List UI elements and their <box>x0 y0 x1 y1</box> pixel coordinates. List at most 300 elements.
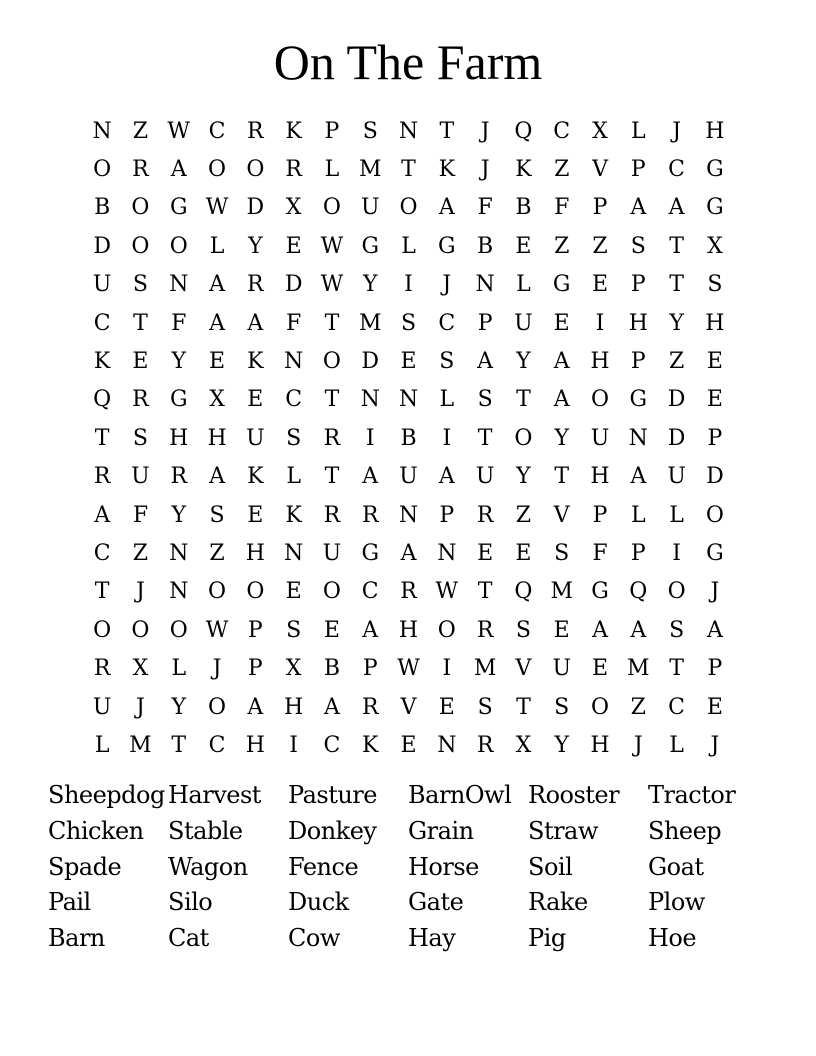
grid-cell[interactable]: J <box>480 157 490 183</box>
grid-cell[interactable]: T <box>133 310 148 336</box>
grid-cell[interactable]: W <box>435 579 459 605</box>
grid-cell[interactable]: P <box>247 617 263 643</box>
grid-cell[interactable]: M <box>627 656 650 682</box>
grid-cell[interactable]: R <box>285 157 302 183</box>
grid-cell[interactable]: R <box>400 579 417 605</box>
grid-cell[interactable]: O <box>131 195 150 221</box>
grid-cell[interactable]: E <box>323 617 340 643</box>
grid-cell[interactable]: A <box>592 617 608 643</box>
grid-cell[interactable]: O <box>246 157 265 183</box>
grid-cell[interactable]: X <box>132 656 149 682</box>
grid-cell[interactable]: R <box>93 464 111 490</box>
grid-cell[interactable]: F <box>477 195 493 221</box>
grid-cell[interactable]: L <box>209 233 225 259</box>
grid-cell[interactable]: T <box>171 732 187 758</box>
grid-cell[interactable]: O <box>399 195 418 221</box>
grid-cell[interactable]: M <box>129 732 152 758</box>
grid-cell[interactable]: B <box>94 195 111 221</box>
grid-cell[interactable]: A <box>438 464 455 490</box>
grid-cell[interactable]: T <box>324 310 340 336</box>
grid-cell[interactable]: A <box>400 540 417 566</box>
grid-cell[interactable]: H <box>590 349 610 375</box>
grid-cell[interactable]: P <box>707 656 723 682</box>
grid-cell[interactable]: C <box>93 540 111 566</box>
grid-cell[interactable]: U <box>475 464 495 490</box>
grid-cell[interactable]: H <box>590 464 610 490</box>
grid-cell[interactable]: S <box>362 118 378 144</box>
grid-cell[interactable]: E <box>706 694 723 720</box>
grid-cell[interactable]: N <box>169 540 189 566</box>
grid-cell[interactable]: A <box>477 349 494 375</box>
grid-cell[interactable]: Y <box>171 694 186 720</box>
word-list-item: Grain <box>408 816 474 845</box>
grid-cell[interactable]: N <box>437 732 457 758</box>
grid-cell[interactable]: G <box>438 233 456 259</box>
grid-cell[interactable]: J <box>442 272 452 298</box>
grid-cell[interactable]: A <box>438 195 455 221</box>
grid-cell[interactable]: P <box>362 656 378 682</box>
grid-cell[interactable]: V <box>400 694 417 720</box>
grid-cell[interactable]: R <box>361 694 379 720</box>
grid-cell[interactable]: O <box>131 617 150 643</box>
grid-cell[interactable]: T <box>516 694 531 720</box>
grid-cell[interactable]: E <box>285 579 302 605</box>
grid-cell[interactable]: H <box>398 617 419 643</box>
grid-cell[interactable]: O <box>208 157 227 183</box>
grid-cell[interactable]: E <box>591 656 609 682</box>
grid-cell[interactable]: O <box>322 349 341 375</box>
grid-cell[interactable]: C <box>668 157 686 183</box>
grid-cell[interactable]: K <box>247 349 264 375</box>
grid-cell[interactable]: H <box>169 425 189 451</box>
grid-cell[interactable]: F <box>132 502 149 528</box>
grid-cell[interactable]: O <box>208 579 227 605</box>
grid-cell[interactable]: H <box>590 732 610 758</box>
grid-cell[interactable]: W <box>397 656 420 682</box>
grid-cell[interactable]: A <box>668 195 685 221</box>
grid-cell[interactable]: E <box>438 694 455 720</box>
grid-cell[interactable]: E <box>515 540 532 566</box>
grid-cell[interactable]: M <box>473 656 497 682</box>
grid-cell[interactable]: P <box>439 502 455 528</box>
grid-cell[interactable]: D <box>246 195 265 221</box>
grid-cell[interactable]: Y <box>554 732 569 758</box>
grid-cell[interactable]: N <box>475 272 495 298</box>
grid-cell[interactable]: A <box>94 502 111 528</box>
grid-cell[interactable]: Q <box>629 579 648 605</box>
grid-cell[interactable]: U <box>399 464 418 490</box>
grid-cell[interactable]: V <box>553 502 570 528</box>
grid-cell[interactable]: R <box>476 617 494 643</box>
word-list-item: Silo <box>168 888 213 917</box>
grid-cell[interactable]: C <box>208 732 226 758</box>
grid-cell[interactable]: A <box>247 310 264 336</box>
grid-cell[interactable]: D <box>361 349 380 375</box>
grid-cell[interactable]: K <box>93 349 111 375</box>
grid-cell[interactable]: J <box>212 656 222 682</box>
grid-cell[interactable]: H <box>628 310 648 336</box>
grid-cell[interactable]: H <box>245 540 265 566</box>
grid-cell[interactable]: G <box>169 387 188 413</box>
grid-cell[interactable]: Q <box>93 387 112 413</box>
grid-cell[interactable]: R <box>323 425 341 451</box>
grid-cell[interactable]: Y <box>516 464 531 490</box>
grid-cell[interactable]: B <box>400 425 417 451</box>
grid-cell[interactable]: S <box>669 617 685 643</box>
grid-cell[interactable]: Z <box>554 233 570 259</box>
grid-cell[interactable]: E <box>706 387 723 413</box>
grid-cell[interactable]: A <box>706 617 723 643</box>
grid-cell[interactable]: G <box>361 233 380 259</box>
grid-cell[interactable]: J <box>136 579 145 605</box>
grid-cell[interactable]: F <box>286 310 302 336</box>
grid-cell[interactable]: N <box>398 502 419 528</box>
word-list-item: Tractor <box>648 781 736 809</box>
grid-cell[interactable]: Z <box>515 502 532 528</box>
grid-cell[interactable]: K <box>515 157 532 183</box>
grid-cell[interactable]: M <box>550 579 573 605</box>
grid-cell[interactable]: T <box>401 157 416 183</box>
grid-cell[interactable]: C <box>668 694 686 720</box>
grid-cell[interactable]: Y <box>248 233 263 259</box>
grid-cell[interactable]: T <box>439 118 455 144</box>
word-list-item: Barn <box>48 924 105 953</box>
grid-cell[interactable]: T <box>477 579 493 605</box>
grid-cell[interactable]: F <box>554 195 570 221</box>
grid-cell[interactable]: S <box>132 425 148 451</box>
grid-cell[interactable]: N <box>284 349 304 375</box>
grid-cell[interactable]: S <box>286 617 302 643</box>
grid-cell[interactable]: T <box>669 656 684 682</box>
grid-cell[interactable]: S <box>439 349 455 375</box>
grid-cell[interactable]: N <box>437 540 457 566</box>
grid-cell[interactable]: G <box>706 540 724 566</box>
grid-cell[interactable]: C <box>323 732 341 758</box>
grid-cell[interactable]: O <box>514 425 533 451</box>
grid-cell[interactable]: N <box>398 118 419 144</box>
grid-cell[interactable]: I <box>672 540 681 566</box>
grid-cell[interactable]: U <box>667 464 686 490</box>
grid-cell[interactable]: Y <box>171 349 186 375</box>
grid-cell[interactable]: R <box>170 464 188 490</box>
grid-cell[interactable]: Y <box>554 425 569 451</box>
grid-cell[interactable]: G <box>169 195 188 221</box>
grid-cell[interactable]: E <box>515 233 532 259</box>
grid-cell[interactable]: L <box>669 732 684 758</box>
grid-cell[interactable]: R <box>476 732 494 758</box>
grid-cell[interactable]: S <box>554 540 570 566</box>
grid-cell[interactable]: H <box>207 425 227 451</box>
grid-cell[interactable]: L <box>631 502 646 528</box>
grid-cell[interactable]: K <box>285 118 302 144</box>
grid-cell[interactable]: T <box>94 579 110 605</box>
grid-cell[interactable]: O <box>93 617 112 643</box>
grid-cell[interactable]: Y <box>171 502 186 528</box>
grid-cell[interactable]: S <box>477 694 493 720</box>
grid-cell[interactable]: X <box>592 118 608 144</box>
grid-cell[interactable]: B <box>515 195 532 221</box>
grid-cell[interactable]: N <box>169 272 189 298</box>
grid-cell[interactable]: H <box>245 732 265 758</box>
grid-cell[interactable]: K <box>285 502 302 528</box>
word-list-item: Cat <box>168 924 209 953</box>
grid-cell[interactable]: A <box>362 464 379 490</box>
grid-cell[interactable]: H <box>284 694 304 720</box>
grid-cell[interactable]: J <box>633 732 643 758</box>
grid-cell[interactable]: P <box>477 310 493 336</box>
grid-cell[interactable]: S <box>515 617 531 643</box>
grid-cell[interactable]: D <box>667 387 686 413</box>
grid-cell[interactable]: R <box>132 157 149 183</box>
grid-cell[interactable]: S <box>132 272 148 298</box>
grid-cell[interactable]: P <box>630 157 646 183</box>
grid-cell[interactable]: T <box>477 425 493 451</box>
grid-cell[interactable]: S <box>286 425 302 451</box>
grid-cell[interactable]: Y <box>362 272 378 298</box>
word-list-item: Rake <box>528 888 588 917</box>
grid-cell[interactable]: O <box>169 617 188 643</box>
grid-cell[interactable]: A <box>209 464 225 490</box>
grid-cell[interactable]: G <box>706 157 724 183</box>
grid-cell[interactable]: W <box>167 118 191 144</box>
grid-cell[interactable]: P <box>707 425 723 451</box>
grid-cell[interactable]: L <box>669 502 684 528</box>
grid-cell[interactable]: S <box>400 310 417 336</box>
grid-cell[interactable]: J <box>480 118 490 144</box>
grid-cell[interactable]: A <box>553 387 570 413</box>
grid-cell[interactable]: O <box>590 694 610 720</box>
grid-cell[interactable]: S <box>630 233 646 259</box>
grid-cell[interactable]: G <box>629 387 648 413</box>
grid-cell[interactable]: R <box>247 272 264 298</box>
grid-cell[interactable]: G <box>591 579 609 605</box>
grid-cell[interactable]: Q <box>514 579 533 605</box>
grid-cell[interactable]: G <box>706 195 724 221</box>
grid-cell[interactable]: A <box>209 272 225 298</box>
grid-cell[interactable]: J <box>672 118 682 144</box>
grid-cell[interactable]: U <box>360 195 380 221</box>
grid-cell[interactable]: J <box>136 694 145 720</box>
grid-cell[interactable]: W <box>320 233 344 259</box>
grid-cell[interactable]: K <box>438 157 456 183</box>
grid-cell[interactable]: D <box>706 464 724 490</box>
grid-cell[interactable]: I <box>404 272 413 298</box>
grid-cell[interactable]: O <box>322 579 341 605</box>
grid-cell[interactable]: N <box>92 118 112 144</box>
grid-cell[interactable]: X <box>285 656 302 682</box>
grid-cell[interactable]: T <box>324 464 340 490</box>
grid-cell[interactable]: P <box>592 195 608 221</box>
grid-cell[interactable]: N <box>628 425 648 451</box>
grid-cell[interactable]: A <box>247 694 264 720</box>
grid-cell[interactable]: J <box>710 579 720 605</box>
grid-cell[interactable]: H <box>705 310 725 336</box>
grid-cell[interactable]: H <box>705 118 725 144</box>
grid-cell[interactable]: P <box>630 540 646 566</box>
grid-cell[interactable]: E <box>247 387 264 413</box>
grid-cell[interactable]: T <box>554 464 570 490</box>
grid-cell[interactable]: X <box>285 195 302 221</box>
grid-cell[interactable]: L <box>401 233 416 259</box>
grid-cell[interactable]: I <box>442 425 452 451</box>
grid-cell[interactable]: O <box>667 579 686 605</box>
grid-cell[interactable]: N <box>169 579 189 605</box>
grid-cell[interactable]: R <box>93 656 111 682</box>
grid-cell[interactable]: L <box>286 464 301 490</box>
grid-cell[interactable]: M <box>358 310 382 336</box>
grid-cell[interactable]: K <box>247 464 264 490</box>
grid-cell[interactable]: V <box>592 157 608 183</box>
grid-cell[interactable]: T <box>669 233 684 259</box>
grid-cell[interactable]: Q <box>514 118 533 144</box>
grid-cell[interactable]: K <box>362 732 379 758</box>
grid-cell[interactable]: G <box>361 540 380 566</box>
grid-cell[interactable]: E <box>553 617 570 643</box>
grid-cell[interactable]: I <box>365 425 375 451</box>
grid-cell[interactable]: E <box>591 272 609 298</box>
grid-cell[interactable]: E <box>400 732 417 758</box>
grid-cell[interactable]: L <box>439 387 455 413</box>
grid-cell[interactable]: O <box>131 233 150 259</box>
grid-cell[interactable]: E <box>285 233 302 259</box>
grid-cell[interactable]: I <box>442 656 452 682</box>
grid-cell[interactable]: U <box>246 425 265 451</box>
grid-cell[interactable]: X <box>209 387 225 413</box>
grid-cell[interactable]: W <box>205 617 229 643</box>
grid-cell[interactable]: W <box>320 272 344 298</box>
grid-cell[interactable]: F <box>592 540 608 566</box>
word-list-item: Harvest <box>168 781 261 809</box>
grid-cell[interactable]: R <box>132 387 149 413</box>
grid-cell[interactable]: E <box>247 502 264 528</box>
grid-cell[interactable]: C <box>553 118 571 144</box>
grid-cell[interactable]: C <box>285 387 303 413</box>
grid-cell[interactable]: S <box>554 694 570 720</box>
grid-cell[interactable]: I <box>595 310 605 336</box>
grid-cell[interactable]: E <box>400 349 417 375</box>
grid-cell[interactable]: P <box>630 272 646 298</box>
grid-cell[interactable]: E <box>706 349 723 375</box>
grid-cell[interactable]: Z <box>668 349 685 375</box>
grid-cell[interactable]: N <box>284 540 304 566</box>
grid-cell[interactable]: F <box>171 310 187 336</box>
grid-cell[interactable]: D <box>667 425 686 451</box>
word-list-item: Fence <box>288 852 359 881</box>
grid-cell[interactable]: C <box>438 310 456 336</box>
grid-cell[interactable]: Z <box>132 118 149 144</box>
grid-cell[interactable]: D <box>93 233 111 259</box>
grid-cell[interactable]: U <box>92 272 112 298</box>
grid-cell[interactable]: Z <box>592 233 608 259</box>
grid-cell[interactable]: B <box>477 233 494 259</box>
grid-cell[interactable]: R <box>361 502 379 528</box>
grid-cell[interactable]: A <box>362 617 379 643</box>
grid-cell[interactable]: A <box>553 349 570 375</box>
grid-cell[interactable]: C <box>93 310 111 336</box>
grid-cell[interactable]: Z <box>630 694 646 720</box>
grid-cell[interactable]: O <box>322 195 341 221</box>
grid-cell[interactable]: Y <box>669 310 684 336</box>
grid-cell[interactable]: P <box>592 502 608 528</box>
grid-cell[interactable]: W <box>205 195 229 221</box>
puzzle-grid <box>83 112 734 765</box>
grid-cell[interactable]: Z <box>132 540 149 566</box>
grid-cell[interactable]: O <box>208 694 227 720</box>
grid-cell[interactable]: U <box>92 694 112 720</box>
grid-cell[interactable]: P <box>247 656 263 682</box>
grid-cell[interactable]: N <box>360 387 380 413</box>
grid-cell[interactable]: U <box>322 540 342 566</box>
grid-cell[interactable]: T <box>324 387 340 413</box>
grid-cell[interactable]: U <box>131 464 150 490</box>
grid-cell[interactable]: J <box>710 732 720 758</box>
grid-cell[interactable]: A <box>323 694 340 720</box>
word-list-item: BarnOwl <box>408 781 512 809</box>
grid-cell[interactable]: Z <box>209 540 225 566</box>
grid-cell[interactable]: D <box>284 272 303 298</box>
grid-cell[interactable]: Y <box>516 349 531 375</box>
grid-cell[interactable]: O <box>437 617 456 643</box>
grid-cell[interactable]: O <box>169 233 188 259</box>
grid-cell[interactable]: S <box>707 272 723 298</box>
grid-cell[interactable]: Z <box>554 157 570 183</box>
grid-cell[interactable]: B <box>323 656 341 682</box>
grid-cell[interactable]: U <box>590 425 610 451</box>
grid-cell[interactable]: S <box>477 387 493 413</box>
grid-cell[interactable]: A <box>209 310 225 336</box>
grid-cell[interactable]: U <box>514 310 533 336</box>
grid-cell[interactable]: V <box>515 656 532 682</box>
grid-cell[interactable]: N <box>398 387 419 413</box>
grid-cell[interactable]: R <box>247 118 264 144</box>
grid-cell[interactable]: C <box>361 579 379 605</box>
grid-cell[interactable]: U <box>552 656 571 682</box>
grid-cell[interactable]: A <box>630 617 647 643</box>
grid-cell[interactable]: T <box>94 425 110 451</box>
grid-cell[interactable]: S <box>209 502 225 528</box>
grid-cell[interactable]: L <box>324 157 340 183</box>
grid-cell[interactable]: O <box>246 579 265 605</box>
grid-cell[interactable]: T <box>669 272 684 298</box>
grid-cell[interactable]: E <box>132 349 149 375</box>
grid-cell[interactable]: A <box>630 464 647 490</box>
grid-cell[interactable]: G <box>552 272 571 298</box>
grid-cell[interactable]: C <box>208 118 226 144</box>
grid-cell[interactable]: L <box>631 118 646 144</box>
grid-cell[interactable]: R <box>323 502 341 528</box>
grid-cell[interactable]: O <box>705 502 724 528</box>
grid-cell[interactable]: X <box>515 732 532 758</box>
grid-cell[interactable]: P <box>630 349 646 375</box>
grid-cell[interactable]: M <box>358 157 382 183</box>
grid-cell[interactable]: X <box>707 233 723 259</box>
grid-cell[interactable]: T <box>516 387 531 413</box>
word-list-item: Duck <box>288 888 349 917</box>
grid-cell[interactable]: R <box>476 502 494 528</box>
grid-cell[interactable]: A <box>170 157 187 183</box>
grid-cell[interactable]: E <box>477 540 494 566</box>
grid-cell[interactable]: O <box>590 387 610 413</box>
grid-cell[interactable]: A <box>630 195 647 221</box>
grid-cell[interactable]: I <box>289 732 298 758</box>
grid-cell[interactable]: L <box>516 272 531 298</box>
grid-cell[interactable]: L <box>171 656 187 682</box>
grid-cell[interactable]: O <box>93 157 112 183</box>
grid-cell[interactable]: E <box>553 310 570 336</box>
grid-cell[interactable]: P <box>324 118 340 144</box>
grid-cell[interactable]: E <box>209 349 226 375</box>
grid-cell[interactable]: L <box>94 732 110 758</box>
